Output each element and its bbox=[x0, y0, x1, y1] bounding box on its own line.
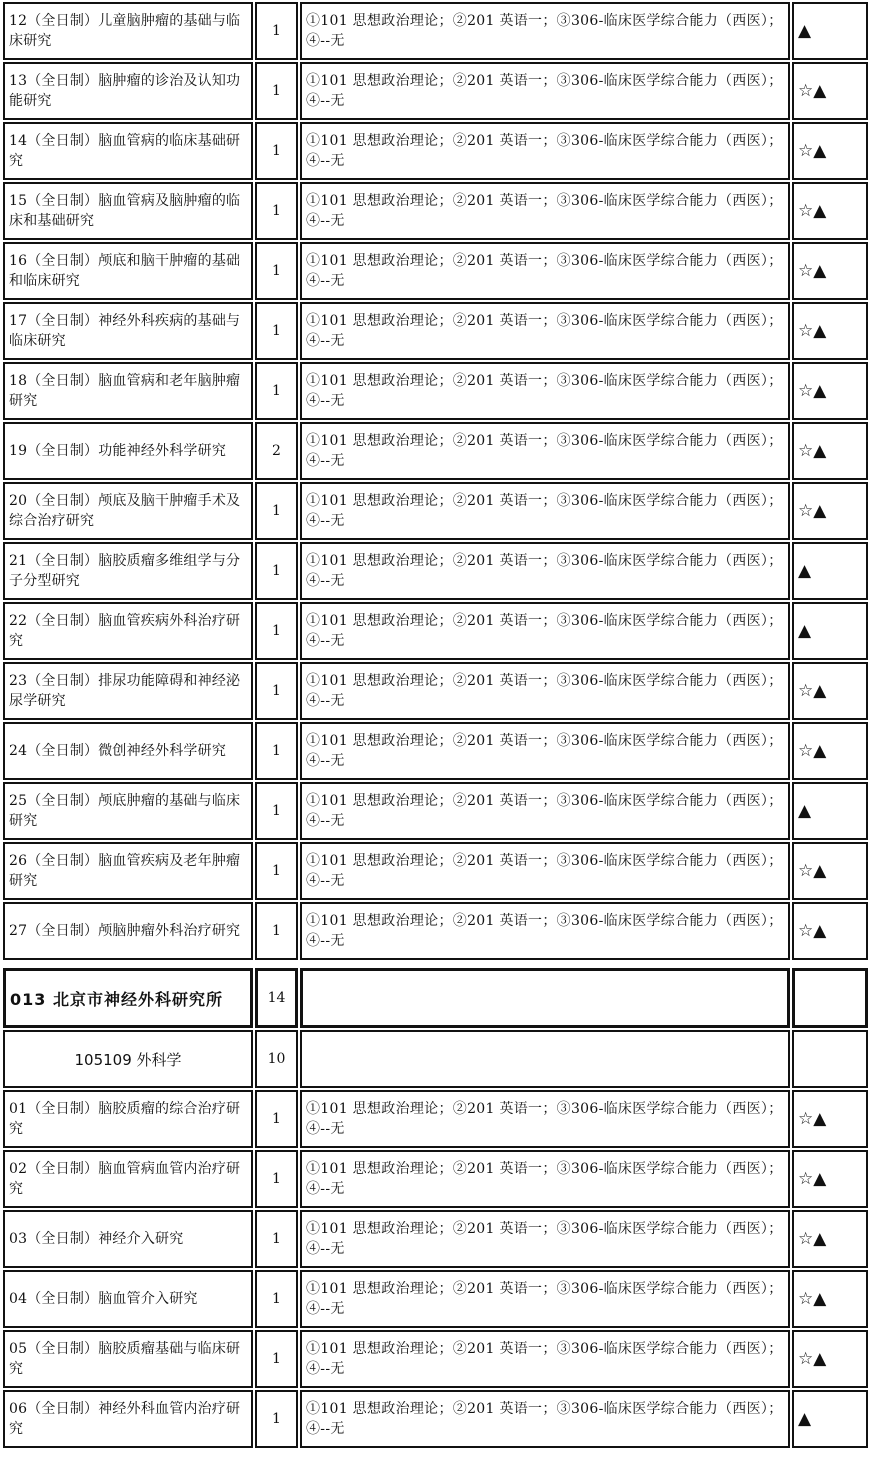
subjects-cell bbox=[300, 122, 790, 180]
subjects-cell bbox=[300, 362, 790, 420]
enrollment-count: 1 bbox=[272, 1411, 281, 1427]
table-row bbox=[2, 902, 870, 960]
direction-cell bbox=[3, 542, 253, 600]
remark-symbol: ☆▲ bbox=[798, 741, 827, 761]
count-cell bbox=[255, 542, 298, 600]
direction-name: 13（全日制）脑肿瘤的诊治及认知功能研究 bbox=[9, 73, 241, 109]
subjects-cell bbox=[300, 1090, 790, 1148]
remark-symbol: ☆▲ bbox=[798, 1289, 827, 1309]
enrollment-count: 1 bbox=[272, 263, 281, 279]
table-row bbox=[2, 782, 870, 840]
count-cell bbox=[255, 782, 298, 840]
enrollment-count: 14 bbox=[267, 990, 286, 1006]
table-row bbox=[2, 182, 870, 240]
count-cell bbox=[255, 1210, 298, 1268]
remark-cell bbox=[792, 362, 868, 420]
table-row bbox=[2, 842, 870, 900]
direction-name: 15（全日制）脑血管病及脑肿瘤的临床和基础研究 bbox=[9, 193, 241, 229]
direction-name: 04（全日制）脑血管介入研究 bbox=[9, 1291, 198, 1307]
direction-name: 02（全日制）脑血管病血管内治疗研究 bbox=[9, 1161, 241, 1197]
exam-subjects: ①101 思想政治理论；②201 英语一；③306-临床医学综合能力（西医）；④--无 bbox=[306, 13, 783, 49]
exam-subjects: ①101 思想政治理论；②201 英语一；③306-临床医学综合能力（西医）；④--无 bbox=[306, 853, 783, 889]
exam-subjects: ①101 思想政治理论；②201 英语一；③306-临床医学综合能力（西医）；④--无 bbox=[306, 133, 783, 169]
direction-name: 17（全日制）神经外科疾病的基础与临床研究 bbox=[9, 313, 241, 349]
table-row bbox=[2, 302, 870, 360]
subjects-cell bbox=[300, 1270, 790, 1328]
institute-row bbox=[2, 968, 870, 1028]
subjects-cell bbox=[300, 968, 790, 1028]
remark-symbol: ☆▲ bbox=[798, 501, 827, 521]
remark-symbol: ☆▲ bbox=[798, 1229, 827, 1249]
count-cell bbox=[255, 1330, 298, 1388]
subjects-cell bbox=[300, 1030, 790, 1088]
subjects-cell bbox=[300, 302, 790, 360]
direction-cell bbox=[3, 968, 253, 1028]
count-cell bbox=[255, 1390, 298, 1448]
remark-cell bbox=[792, 602, 868, 660]
direction-cell bbox=[3, 1330, 253, 1388]
direction-name: 19（全日制）功能神经外科学研究 bbox=[9, 443, 227, 459]
remark-symbol: ☆▲ bbox=[798, 921, 827, 941]
table-row bbox=[2, 2, 870, 60]
direction-name: 22（全日制）脑血管疾病外科治疗研究 bbox=[9, 613, 241, 649]
remark-symbol: ☆▲ bbox=[798, 81, 827, 101]
remark-symbol: ☆▲ bbox=[798, 201, 827, 221]
direction-cell bbox=[3, 122, 253, 180]
remark-symbol: ▲ bbox=[798, 561, 812, 581]
remark-symbol: ☆▲ bbox=[798, 681, 827, 701]
exam-subjects: ①101 思想政治理论；②201 英语一；③306-临床医学综合能力（西医）；④--无 bbox=[306, 193, 783, 229]
enrollment-count: 1 bbox=[272, 563, 281, 579]
remark-symbol: ☆▲ bbox=[798, 141, 827, 161]
direction-cell bbox=[3, 242, 253, 300]
direction-cell bbox=[3, 722, 253, 780]
exam-subjects: ①101 思想政治理论；②201 英语一；③306-临床医学综合能力（西医）；④--无 bbox=[306, 493, 783, 529]
count-cell bbox=[255, 1030, 298, 1088]
direction-name: 27（全日制）颅脑肿瘤外科治疗研究 bbox=[9, 923, 241, 939]
direction-name: 21（全日制）脑胶质瘤多维组学与分子分型研究 bbox=[9, 553, 241, 589]
remark-cell bbox=[792, 1390, 868, 1448]
direction-cell bbox=[3, 362, 253, 420]
remark-symbol: ▲ bbox=[798, 21, 812, 41]
table-row bbox=[2, 62, 870, 120]
enrollment-count: 10 bbox=[267, 1051, 286, 1067]
institute-name: 013 北京市神经外科研究所 bbox=[10, 989, 223, 1009]
remark-symbol: ☆▲ bbox=[798, 1169, 827, 1189]
direction-cell bbox=[3, 182, 253, 240]
exam-subjects: ①101 思想政治理论；②201 英语一；③306-临床医学综合能力（西医）；④--无 bbox=[306, 1401, 783, 1437]
enrollment-count: 1 bbox=[272, 683, 281, 699]
direction-name: 12（全日制）儿童脑肿瘤的基础与临床研究 bbox=[9, 13, 241, 49]
enrollment-count: 1 bbox=[272, 1291, 281, 1307]
remark-cell bbox=[792, 662, 868, 720]
count-cell bbox=[255, 1270, 298, 1328]
subjects-cell bbox=[300, 2, 790, 60]
remark-cell bbox=[792, 1150, 868, 1208]
subjects-cell bbox=[300, 662, 790, 720]
direction-name: 24（全日制）微创神经外科学研究 bbox=[9, 743, 227, 759]
enrollment-count: 1 bbox=[272, 863, 281, 879]
direction-name: 06（全日制）神经外科血管内治疗研究 bbox=[9, 1401, 241, 1437]
remark-cell bbox=[792, 302, 868, 360]
subjects-cell bbox=[300, 602, 790, 660]
remark-symbol: ☆▲ bbox=[798, 1349, 827, 1369]
direction-cell bbox=[3, 1030, 253, 1088]
direction-name: 05（全日制）脑胶质瘤基础与临床研究 bbox=[9, 1341, 241, 1377]
table-row bbox=[2, 1390, 870, 1448]
remark-symbol: ☆▲ bbox=[798, 441, 827, 461]
exam-subjects: ①101 思想政治理论；②201 英语一；③306-临床医学综合能力（西医）；④--无 bbox=[306, 553, 783, 589]
subjects-cell bbox=[300, 722, 790, 780]
direction-cell bbox=[3, 302, 253, 360]
subjects-cell bbox=[300, 1210, 790, 1268]
enrollment-count: 1 bbox=[272, 1351, 281, 1367]
remark-cell bbox=[792, 842, 868, 900]
count-cell bbox=[255, 1150, 298, 1208]
enrollment-count: 1 bbox=[272, 23, 281, 39]
count-cell bbox=[255, 362, 298, 420]
count-cell bbox=[255, 242, 298, 300]
subjects-cell bbox=[300, 782, 790, 840]
table-row bbox=[2, 1090, 870, 1148]
count-cell bbox=[255, 62, 298, 120]
remark-symbol: ☆▲ bbox=[798, 861, 827, 881]
remark-cell bbox=[792, 542, 868, 600]
direction-name: 23（全日制）排尿功能障碍和神经泌尿学研究 bbox=[9, 673, 241, 709]
exam-subjects: ①101 思想政治理论；②201 英语一；③306-临床医学综合能力（西医）；④--无 bbox=[306, 913, 783, 949]
remark-cell bbox=[792, 782, 868, 840]
subjects-cell bbox=[300, 842, 790, 900]
subjects-cell bbox=[300, 242, 790, 300]
direction-name: 14（全日制）脑血管病的临床基础研究 bbox=[9, 133, 241, 169]
direction-cell bbox=[3, 842, 253, 900]
exam-subjects: ①101 思想政治理论；②201 英语一；③306-临床医学综合能力（西医）；④--无 bbox=[306, 1341, 783, 1377]
direction-cell bbox=[3, 602, 253, 660]
remark-cell bbox=[792, 722, 868, 780]
count-cell bbox=[255, 662, 298, 720]
remark-cell bbox=[792, 902, 868, 960]
exam-subjects: ①101 思想政治理论；②201 英语一；③306-临床医学综合能力（西医）；④--无 bbox=[306, 1161, 783, 1197]
remark-cell bbox=[792, 62, 868, 120]
remark-symbol: ☆▲ bbox=[798, 1109, 827, 1129]
major-name: 105109 外科学 bbox=[74, 1050, 182, 1069]
remark-cell bbox=[792, 2, 868, 60]
subjects-cell bbox=[300, 542, 790, 600]
remark-cell bbox=[792, 422, 868, 480]
remark-symbol: ▲ bbox=[798, 1409, 812, 1429]
table-row bbox=[2, 662, 870, 720]
table-row bbox=[2, 482, 870, 540]
exam-subjects: ①101 思想政治理论；②201 英语一；③306-临床医学综合能力（西医）；④--无 bbox=[306, 793, 783, 829]
direction-cell bbox=[3, 902, 253, 960]
direction-cell bbox=[3, 2, 253, 60]
direction-cell bbox=[3, 1390, 253, 1448]
direction-name: 18（全日制）脑血管病和老年脑肿瘤研究 bbox=[9, 373, 241, 409]
enrollment-count: 1 bbox=[272, 203, 281, 219]
direction-cell bbox=[3, 1090, 253, 1148]
direction-name: 25（全日制）颅底肿瘤的基础与临床研究 bbox=[9, 793, 241, 829]
enrollment-count: 1 bbox=[272, 1231, 281, 1247]
remark-cell bbox=[792, 1330, 868, 1388]
table-row bbox=[2, 242, 870, 300]
count-cell bbox=[255, 482, 298, 540]
enrollment-count: 1 bbox=[272, 743, 281, 759]
exam-subjects: ①101 思想政治理论；②201 英语一；③306-临床医学综合能力（西医）；④--无 bbox=[306, 613, 783, 649]
count-cell bbox=[255, 2, 298, 60]
remark-symbol: ☆▲ bbox=[798, 321, 827, 341]
direction-cell bbox=[3, 1210, 253, 1268]
count-cell bbox=[255, 182, 298, 240]
enrollment-count: 1 bbox=[272, 803, 281, 819]
count-cell bbox=[255, 722, 298, 780]
enrollment-count: 1 bbox=[272, 623, 281, 639]
subjects-cell bbox=[300, 182, 790, 240]
remark-symbol: ☆▲ bbox=[798, 261, 827, 281]
enrollment-count: 1 bbox=[272, 1171, 281, 1187]
count-cell bbox=[255, 602, 298, 660]
table-row bbox=[2, 1150, 870, 1208]
direction-cell bbox=[3, 422, 253, 480]
count-cell bbox=[255, 968, 298, 1028]
table-row bbox=[2, 1270, 870, 1328]
major-row bbox=[2, 1030, 870, 1088]
exam-subjects: ①101 思想政治理论；②201 英语一；③306-临床医学综合能力（西医）；④--无 bbox=[306, 73, 783, 109]
enrollment-count: 1 bbox=[272, 503, 281, 519]
direction-cell bbox=[3, 1150, 253, 1208]
direction-name: 16（全日制）颅底和脑干肿瘤的基础和临床研究 bbox=[9, 253, 241, 289]
exam-subjects: ①101 思想政治理论；②201 英语一；③306-临床医学综合能力（西医）；④--无 bbox=[306, 253, 783, 289]
subjects-cell bbox=[300, 62, 790, 120]
direction-name: 26（全日制）脑血管疾病及老年肿瘤研究 bbox=[9, 853, 241, 889]
remark-symbol: ☆▲ bbox=[798, 381, 827, 401]
subjects-cell bbox=[300, 422, 790, 480]
enrollment-count: 1 bbox=[272, 143, 281, 159]
remark-cell bbox=[792, 242, 868, 300]
remark-symbol: ▲ bbox=[798, 621, 812, 641]
table-row bbox=[2, 422, 870, 480]
table-row bbox=[2, 542, 870, 600]
exam-subjects: ①101 思想政治理论；②201 英语一；③306-临床医学综合能力（西医）；④--无 bbox=[306, 433, 783, 469]
remark-cell bbox=[792, 1270, 868, 1328]
direction-cell bbox=[3, 782, 253, 840]
subjects-cell bbox=[300, 1330, 790, 1388]
table-row bbox=[2, 602, 870, 660]
direction-cell bbox=[3, 62, 253, 120]
exam-subjects: ①101 思想政治理论；②201 英语一；③306-临床医学综合能力（西医）；④--无 bbox=[306, 1281, 783, 1317]
subjects-cell bbox=[300, 1390, 790, 1448]
subjects-cell bbox=[300, 902, 790, 960]
count-cell bbox=[255, 122, 298, 180]
exam-subjects: ①101 思想政治理论；②201 英语一；③306-临床医学综合能力（西医）；④--无 bbox=[306, 1101, 783, 1137]
remark-cell bbox=[792, 968, 868, 1028]
subjects-cell bbox=[300, 482, 790, 540]
table-row bbox=[2, 1330, 870, 1388]
enrollment-count: 1 bbox=[272, 323, 281, 339]
remark-symbol: ▲ bbox=[798, 801, 812, 821]
enrollment-count: 1 bbox=[272, 383, 281, 399]
exam-subjects: ①101 思想政治理论；②201 英语一；③306-临床医学综合能力（西医）；④--无 bbox=[306, 313, 783, 349]
exam-subjects: ①101 思想政治理论；②201 英语一；③306-临床医学综合能力（西医）；④--无 bbox=[306, 373, 783, 409]
remark-cell bbox=[792, 182, 868, 240]
direction-cell bbox=[3, 1270, 253, 1328]
direction-name: 20（全日制）颅底及脑干肿瘤手术及综合治疗研究 bbox=[9, 493, 241, 529]
count-cell bbox=[255, 902, 298, 960]
enrollment-count: 2 bbox=[272, 443, 281, 459]
table-row bbox=[2, 722, 870, 780]
count-cell bbox=[255, 1090, 298, 1148]
remark-cell bbox=[792, 1210, 868, 1268]
exam-subjects: ①101 思想政治理论；②201 英语一；③306-临床医学综合能力（西医）；④--无 bbox=[306, 673, 783, 709]
direction-cell bbox=[3, 482, 253, 540]
remark-cell bbox=[792, 482, 868, 540]
count-cell bbox=[255, 842, 298, 900]
direction-name: 03（全日制）神经介入研究 bbox=[9, 1231, 184, 1247]
exam-subjects: ①101 思想政治理论；②201 英语一；③306-临床医学综合能力（西医）；④--无 bbox=[306, 1221, 783, 1257]
enrollment-count: 1 bbox=[272, 1111, 281, 1127]
table-row bbox=[2, 1210, 870, 1268]
subjects-cell bbox=[300, 1150, 790, 1208]
remark-cell bbox=[792, 1090, 868, 1148]
enrollment-count: 1 bbox=[272, 83, 281, 99]
count-cell bbox=[255, 422, 298, 480]
table-row bbox=[2, 362, 870, 420]
exam-subjects: ①101 思想政治理论；②201 英语一；③306-临床医学综合能力（西医）；④--无 bbox=[306, 733, 783, 769]
table-row bbox=[2, 122, 870, 180]
direction-cell bbox=[3, 662, 253, 720]
enrollment-count: 1 bbox=[272, 923, 281, 939]
remark-cell bbox=[792, 1030, 868, 1088]
remark-cell bbox=[792, 122, 868, 180]
direction-name: 01（全日制）脑胶质瘤的综合治疗研究 bbox=[9, 1101, 241, 1137]
count-cell bbox=[255, 302, 298, 360]
